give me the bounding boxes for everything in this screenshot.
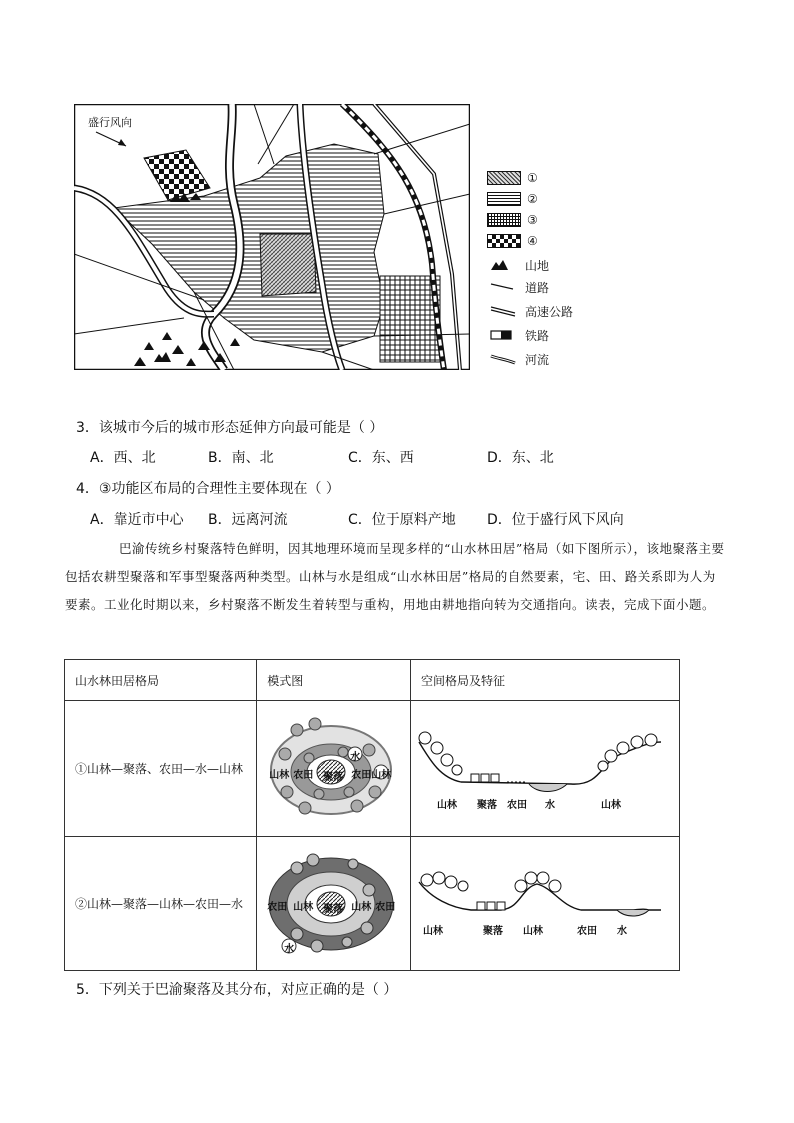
railway-icon bbox=[487, 329, 519, 341]
table-header: 山水林田居格局 bbox=[65, 660, 257, 701]
question-3-stem: 3．该城市今后的城市形态延伸方向最可能是（ ） bbox=[76, 420, 384, 436]
diagram-label: 农田 bbox=[293, 769, 314, 781]
model-diagram-cell bbox=[257, 701, 411, 837]
profile-cell bbox=[411, 837, 680, 971]
diagram-label: 山林 bbox=[293, 901, 314, 913]
profile-label: 聚落 bbox=[477, 799, 497, 811]
city-map bbox=[74, 104, 470, 370]
legend-zone-2 bbox=[487, 190, 538, 208]
profile-diagram-1 bbox=[411, 702, 679, 836]
question-5-stem: 5．下列关于巴渝聚落及其分布，对应正确的是（ ） bbox=[76, 982, 398, 998]
q3-option-d[interactable]: D．东、北 bbox=[487, 450, 554, 466]
pattern-cell: ②山林—聚落—山林—农田—水 bbox=[65, 837, 257, 971]
legend-label: 道路 bbox=[525, 280, 550, 295]
diagram-label: 水 bbox=[350, 751, 361, 763]
profile-cell bbox=[411, 701, 680, 837]
legend-zone-4 bbox=[487, 232, 538, 250]
profile-label: 聚落 bbox=[483, 925, 503, 937]
diagram-label: 农田 bbox=[375, 901, 396, 913]
legend-label: ④ bbox=[527, 234, 538, 248]
wind-label: 盛行风向 bbox=[88, 116, 132, 129]
profile-label: 山林 bbox=[437, 799, 457, 811]
diagram-label: 农田 bbox=[351, 769, 372, 781]
legend-zone-3 bbox=[487, 211, 538, 229]
q3-option-c[interactable]: C．东、西 bbox=[348, 450, 414, 466]
profile-label: 农田 bbox=[577, 925, 597, 937]
profile-label: 山林 bbox=[423, 925, 443, 937]
legend-river bbox=[487, 350, 549, 368]
road-icon bbox=[487, 281, 519, 293]
zone3-grid-icon bbox=[487, 213, 521, 227]
question-4-stem: 4．③功能区布局的合理性主要体现在（ ） bbox=[76, 481, 340, 497]
q4-option-c[interactable]: C．位于原料产地 bbox=[348, 512, 456, 528]
legend-label: ② bbox=[527, 192, 538, 206]
zone-3-industrial bbox=[380, 276, 440, 362]
table-header: 空间格局及特征 bbox=[411, 660, 680, 701]
highway-icon bbox=[487, 305, 519, 317]
legend-label: 铁路 bbox=[525, 328, 550, 343]
legend-label: ① bbox=[527, 171, 538, 185]
q3-option-a[interactable]: A．西、北 bbox=[90, 450, 156, 466]
diagram-label: 农田 bbox=[267, 901, 288, 913]
legend-label: ③ bbox=[527, 213, 538, 227]
river-icon bbox=[487, 353, 519, 365]
zone2-lines-icon bbox=[487, 192, 521, 206]
diagram-label: 山林 bbox=[351, 901, 372, 913]
legend-road bbox=[487, 278, 549, 296]
legend-label: 山地 bbox=[525, 258, 550, 273]
zone1-hatch-icon bbox=[487, 171, 521, 185]
legend-highway bbox=[487, 302, 573, 320]
profile-diagram-2 bbox=[411, 838, 679, 970]
q4-option-b[interactable]: B．远离河流 bbox=[208, 512, 288, 528]
legend-label: 河流 bbox=[525, 352, 550, 367]
zone-1-commercial bbox=[260, 234, 316, 296]
q4-option-a[interactable]: A．靠近市中心 bbox=[90, 512, 184, 528]
legend-mountain bbox=[487, 256, 549, 274]
profile-label: 农田 bbox=[507, 799, 527, 811]
zone4-checker-icon bbox=[487, 234, 521, 248]
mountain-icon bbox=[487, 259, 519, 271]
table-row bbox=[65, 701, 680, 837]
diagram-label: 聚落 bbox=[323, 903, 344, 915]
city-map-svg bbox=[74, 104, 470, 370]
pattern-table bbox=[64, 659, 680, 971]
reading-passage: 巴渝传统乡村聚落特色鲜明，因其地理环境而呈现多样的“山水林田居”格局（如下图所示），该地聚落主要包括农耕型聚落和军事型聚落两种类型。山林与水是组成“山水林田居”格局的自然要素，宅、田、路关系即为人为要素。工业化时期以来，乡村聚落不断发生着转型与重构，用地由耕地指向转为交通指向。读表，完成下面小题。 bbox=[65, 541, 725, 612]
profile-label: 水 bbox=[545, 799, 555, 811]
profile-label: 山林 bbox=[601, 799, 621, 811]
table-header: 模式图 bbox=[257, 660, 411, 701]
profile-label: 水 bbox=[617, 925, 627, 937]
profile-label: 山林 bbox=[523, 925, 543, 937]
table-header-row bbox=[65, 660, 680, 701]
diagram-label: 山林 bbox=[371, 769, 392, 781]
diagram-label: 山林 bbox=[269, 769, 290, 781]
diagram-label: 聚落 bbox=[323, 771, 344, 783]
model-diagram-cell bbox=[257, 837, 411, 971]
legend-railway bbox=[487, 326, 549, 344]
q3-option-b[interactable]: B．南、北 bbox=[208, 450, 274, 466]
diagram-label: 水 bbox=[284, 943, 295, 955]
legend-label: 高速公路 bbox=[525, 304, 574, 319]
table-row bbox=[65, 837, 680, 971]
q4-option-d[interactable]: D．位于盛行风下风向 bbox=[487, 512, 624, 528]
legend-zone-1 bbox=[487, 169, 538, 187]
pattern-cell: ①山林—聚落、农田—水—山林 bbox=[65, 701, 257, 837]
